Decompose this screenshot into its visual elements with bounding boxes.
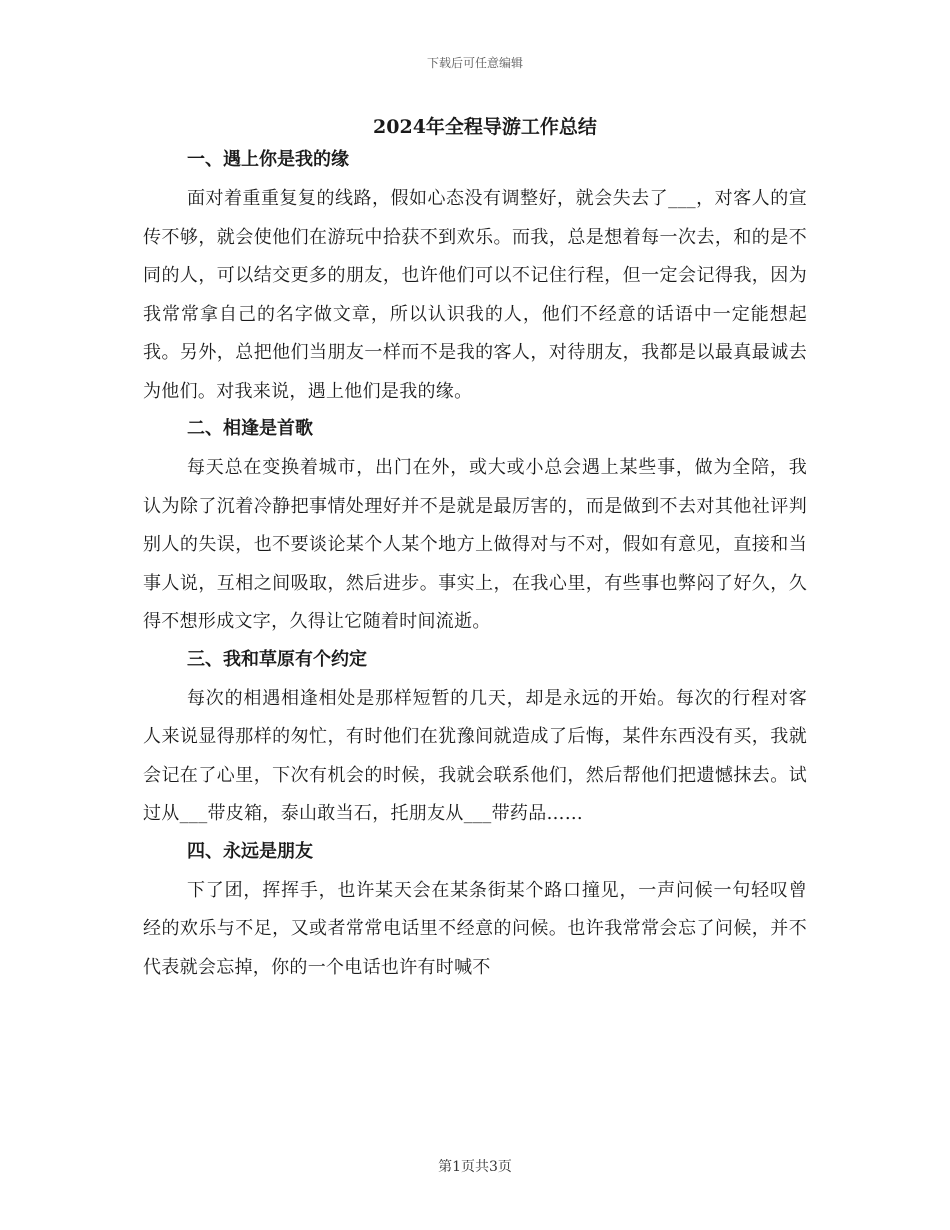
section-paragraph: 下了团，挥挥手，也许某天会在某条街某个路口撞见，一声问候一句轻叹曾经的欢乐与不足，又或者常常电话里不经意的问候。也许我常常会忘了问候，并不代表就会忘掉，你的一个电话也许有时喊不 [143,879,807,978]
section-heading: 三、我和草原有个约定 [187,648,367,670]
section-paragraph: 每次的相遇相逢相处是那样短暂的几天，却是永远的开始。每次的行程对客人来说显得那样的匆忙，有时他们在犹豫间就造成了后悔，某件东西没有买，我就会记在了心里，下次有机会的时候，我就会联系他们，然后帮他们把遗憾抹去。试过从___带皮箱，泰山敢当石，托朋友从___带药品…… [143,687,807,824]
section-2 [143,415,807,642]
section-paragraph: 每天总在变换着城市，出门在外，或大或小总会遇上某些事，做为全陪，我认为除了沉着冷静把事情处理好并不是就是最厉害的，而是做到不去对其他社评判别人的失误，也不要谈论某个人某个地方上做得对与不对，假如有意见，直接和当事人说，互相之间吸取，然后进步。事实上，在我心里，有些事也弊闷了好久，久得不想形成文字，久得让它随着时间流逝。 [143,457,807,632]
section-3 [143,646,807,834]
section-heading: 一、遇上你是我的缘 [187,149,349,170]
section-4 [143,838,807,988]
header-note: 下载后可任意编辑 [426,56,523,70]
section-heading: 二、相逢是首歌 [187,418,313,439]
page-number-footer: 第1页共3页 [438,1159,512,1175]
section-1 [143,146,807,411]
section-paragraph: 面对着重重复复的线路，假如心态没有调整好，就会失去了___，对客人的宣传不够，就会使他们在游玩中拾获不到欢乐。而我，总是想着每一次去，和的是不同的人，可以结交更多的朋友，也许他们可以不记住行程，但一定会记得我，因为我常常拿自己的名字做文章，所以认识我的人，他们不经意的话语中一定能想起我。另外，总把他们当朋友一样而不是我的客人，对待朋友，我都是以最真最诚去为他们。对我来说，遇上他们是我的缘。 [143,188,807,402]
document-body [143,112,807,991]
document-title: 2024年全程导游工作总结 [373,116,597,138]
section-heading: 四、永远是朋友 [187,840,313,862]
